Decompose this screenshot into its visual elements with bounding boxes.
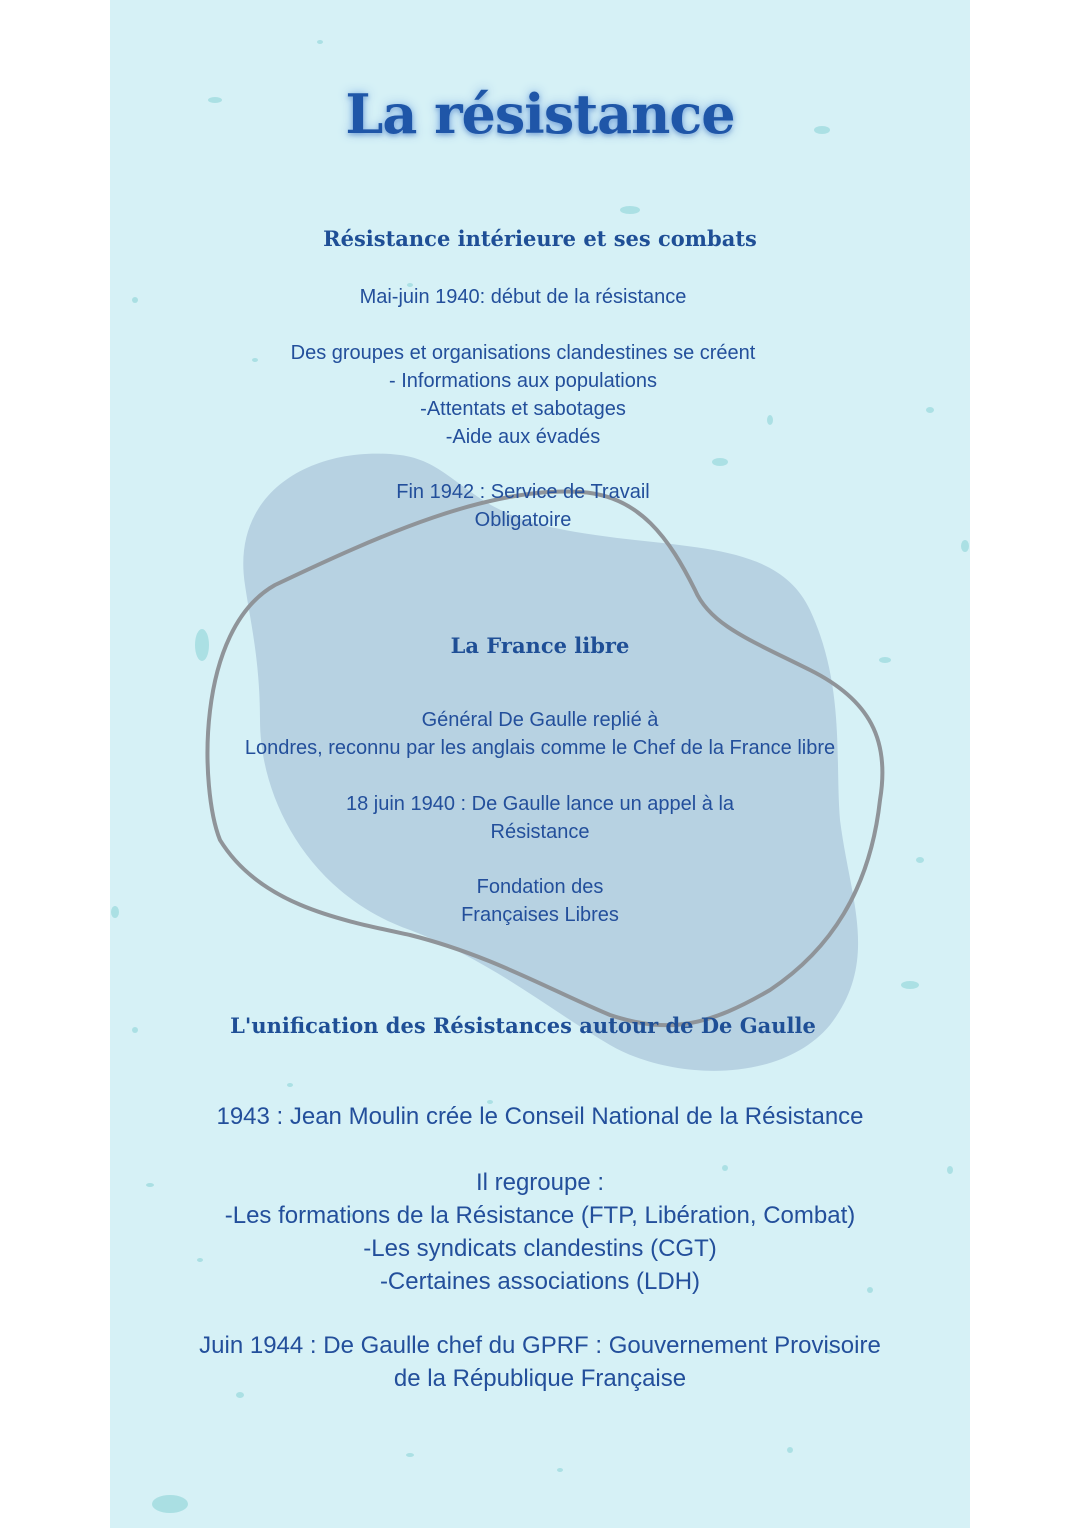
appel-text: Résistance (490, 821, 590, 843)
groups-item: - Informations aux populations (389, 370, 657, 392)
fondation-text: Fondation des (476, 876, 604, 898)
appel-text: 18 juin 1940 : De Gaulle lance un appel à la (345, 793, 735, 815)
sto-text: Fin 1942 : Service de Travail (396, 481, 650, 503)
section-heading-interior-resistance: Résistance intérieure et ses combats (323, 226, 757, 251)
page (110, 0, 970, 1528)
fondation-text: Françaises Libres (461, 904, 619, 926)
degaulle-text: Londres, reconnu par les anglais comme le Chef de la France libre (244, 737, 836, 759)
regroupe-item: -Certaines associations (LDH) (379, 1268, 701, 1295)
degaulle-text: Général De Gaulle replié à (421, 709, 659, 731)
section-heading-unification: L'unification des Résistances autour de De Gaulle (230, 1013, 816, 1038)
gprf-text: Juin 1944 : De Gaulle chef du GPRF : Gouvernement Provisoire (199, 1332, 881, 1359)
groups-item: -Aide aux évadés (445, 426, 601, 448)
regroupe-item: -Les formations de la Résistance (FTP, Libération, Combat) (224, 1202, 856, 1229)
sto-text: Obligatoire (474, 509, 572, 531)
start-date-text: Mai-juin 1940: début de la résistance (359, 286, 687, 308)
regroupe-item: -Les syndicats clandestins (CGT) (363, 1235, 717, 1262)
cnr-text: 1943 : Jean Moulin crée le Conseil National de la Résistance (216, 1103, 864, 1130)
groups-intro-text: Des groupes et organisations clandestines se créent (290, 342, 756, 364)
section-heading-france-libre: La France libre (450, 633, 630, 658)
page-title: La résistance (345, 82, 735, 146)
groups-item: -Attentats et sabotages (420, 398, 626, 420)
background-blob (243, 454, 858, 1071)
gprf-text: de la République Française (393, 1365, 687, 1392)
regroupe-text: Il regroupe : (475, 1169, 605, 1196)
